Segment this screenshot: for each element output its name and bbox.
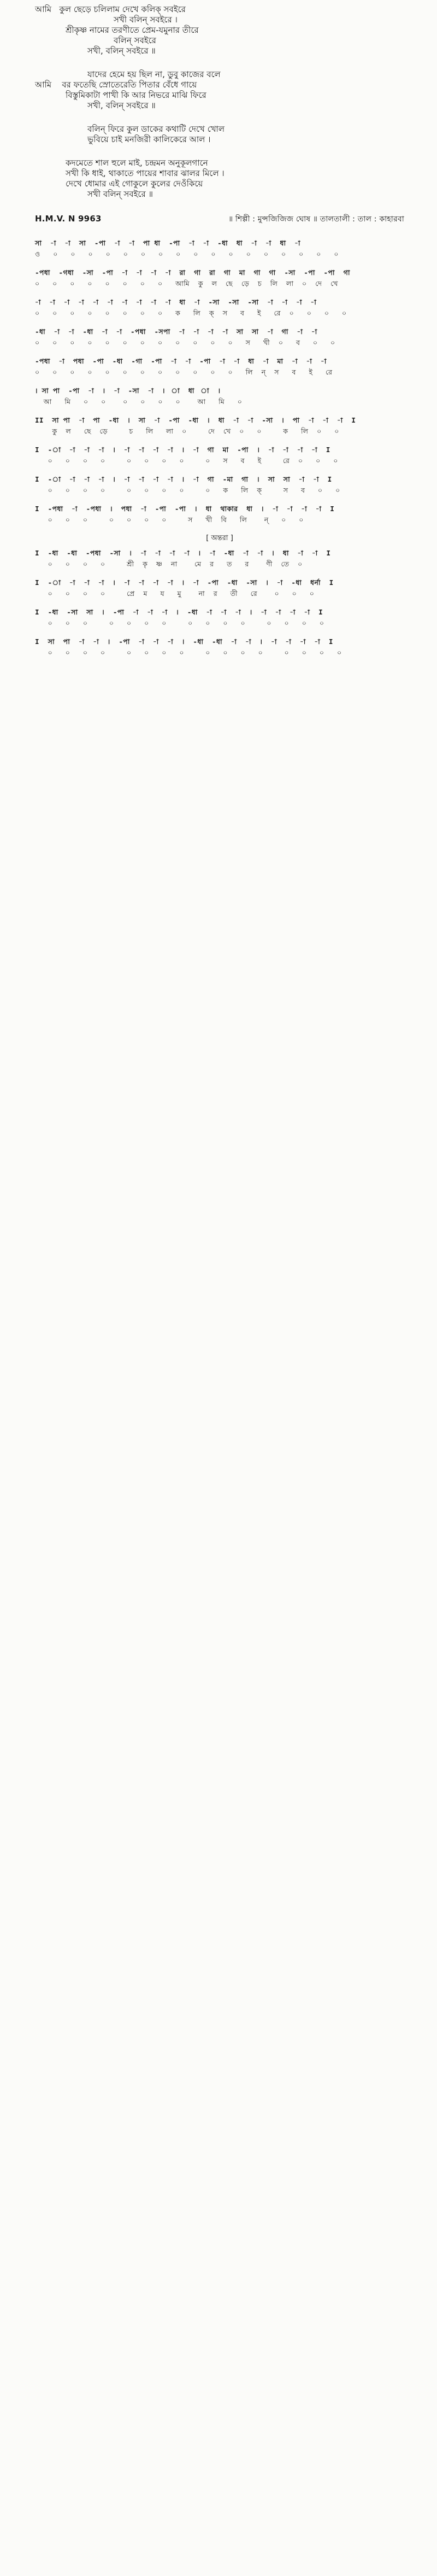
lyric-line: আমি বর ফতেছি স্রোতেরেতি পিতার বেঁধে গায়ে bbox=[35, 80, 197, 90]
notation-row bbox=[35, 356, 404, 378]
swar-line: I -া -া -া -া । -া -া -া -া । -া -পা -ধা -সা । -া -ধা ধর্না I bbox=[35, 578, 334, 587]
swar-line: I -ধা -ধা -পধা -সা । -া -া -া -া । -া -ধা -া -া । ধা -া -া I bbox=[35, 549, 331, 557]
bol-line: ০ ০ ০ ০ ০ ০ ০ ০ ০ স ব ই রে ০ ০ ০ bbox=[35, 456, 338, 465]
bol-line: ০ ০ ০ ০ ০ ০ ০ স খী বি লি ন্ ০ ০ bbox=[35, 516, 304, 524]
lyric-line: কদমেতে শাল হুলে মাই, চন্দ্রমন অনুকূলগানে bbox=[66, 158, 208, 168]
bol-line: আ মি ০ ০ ০ ০ ০ ০ আ মি ০ bbox=[35, 397, 243, 406]
notation-row bbox=[35, 238, 404, 260]
lyric-line: আমি কুল ছেড়ে চলিলাম দেখে কলিক্ সবইরে bbox=[35, 4, 186, 14]
bol-line: ০ ০ ০ ০ প্রে ম য মু না র তী রে ০ ০ ০ bbox=[35, 589, 315, 598]
bol-line: ও ০ ০ ০ ০ ০ ০ ০ ০ ০ ০ ০ ০ ০ ০ ০ ০ ০ bbox=[35, 250, 339, 258]
swar-line: -ধা -া -া -ধা -া -া -পধা -সপা -া -া -া -া সা সা -া গা -া -া bbox=[35, 327, 317, 336]
swar-line: -পধা -গধা -সা -পা -া -া -া -া রা গা রা গা মা গা গা -সা -পা -পা গা bbox=[35, 268, 350, 277]
swar-line: সা -া -া সা -পা -া -া পা ধা -পা -া -া -ধা ধা -া -া ধা -া bbox=[35, 239, 300, 247]
lyric-line: দেখে ধোমার এই গোকুলে কুলের দেওঁকিয়ে bbox=[66, 179, 203, 189]
notation-row bbox=[35, 636, 404, 658]
swar-line: I -ধা -সা সা । -পা -া -া -া । -ধা -া -া -া । -া -া -া -া I bbox=[35, 608, 323, 616]
swar-line: I -পধা -া -পধা । পধা -া -পা -পা । ধা থাকার ধা । -া -া -া -া I bbox=[35, 505, 335, 513]
lyric-line: যাদের হেমে হয় ছিল না, ডুবু কাজের বলে bbox=[87, 69, 221, 79]
swar-line: -া -া -া -া -া -া -া -া -া -া ধা -া -সা -সা -সা -া -া -া -া bbox=[35, 298, 317, 306]
swar-line: । সা পা -পা -া । -া -সা -া । া ধা া । bbox=[35, 387, 221, 395]
bol-line: ০ ০ ০ ০ ০ ০ ০ ০ আমি কু ল ছে ড়ে চ লি লা ০ দে খে bbox=[35, 279, 338, 288]
notation-row bbox=[35, 548, 404, 570]
lyric-line: বিস্তুমিকাটা পাখী কি আর নিভরে মাঝি ফিরে bbox=[66, 90, 206, 100]
notation-row bbox=[35, 444, 404, 466]
section-tag-antara: [ অন্তরা ] bbox=[206, 534, 233, 542]
bol-line: ০ ০ ০ ০ ০ ০ ০ ০ ০ ০ ০ ০ লি ন্ স ব ই রে bbox=[35, 368, 333, 376]
notation-row bbox=[35, 385, 404, 407]
notation-row bbox=[35, 267, 404, 289]
lyrics-block bbox=[35, 4, 404, 200]
lyrics-stanza-2 bbox=[35, 69, 404, 111]
bol-line: ০ ০ ০ ০ শ্রী কৃ ষ্ণ না মে র ত র ণী তে ০ bbox=[35, 560, 303, 568]
lyrics-stanza-3 bbox=[35, 124, 404, 145]
notation-row bbox=[35, 326, 404, 348]
bol-line: ০ ০ ০ ০ ০ ০ ০ ০ ০ ক লি ক্ স ব ০ ০ bbox=[35, 486, 340, 494]
lyric-line: ভুবিয়ে চাই মনজিরী কালিকেরে আল । bbox=[87, 134, 211, 144]
swar-line: I -া -া -া -া । -া -া -া -া । -া গা -মা গা । সা সা -া -া I bbox=[35, 475, 332, 483]
swar-line: I -া -া -া -া । -া -া -া -া । -া গা মা -পা । -া -া -া -া I bbox=[35, 446, 330, 454]
bol-line: ০ ০ ০ ০ ০ ০ ০ ০ ০ ০ ০ ০ ০ ০ ০ bbox=[35, 619, 324, 627]
lyric-line: সখী কি ধাই, থাকাতে পায়ের শাবার ঝালর মিলে । bbox=[66, 168, 225, 178]
notation-row bbox=[35, 607, 404, 629]
bol-line: ০ ০ ০ ০ ০ ০ ০ ০ ০ ০ ০ ০ ০ ০ ০ ০ bbox=[35, 648, 342, 657]
lyric-line: সখী বলিন্ সবইরে । bbox=[114, 15, 178, 25]
lyric-line: বলিন্ সবইরে bbox=[114, 36, 156, 45]
bol-line: কু ল ছে ড়ে চ লি লা ০ দে খে ০ ০ ক লি ০ ০ bbox=[35, 427, 339, 435]
notation-block bbox=[35, 238, 404, 658]
notation-row bbox=[35, 415, 404, 437]
lyric-line: বলিন্ ফিরে কুল ডাকের কথাটি দেখে খোল bbox=[87, 124, 225, 134]
bol-line: ০ ০ ০ ০ ০ ০ ০ ০ ক লি ক্ স ব ই রে ০ ০ ০ ০ bbox=[35, 309, 347, 317]
swar-line: I সা পা -া -া । -পা -া -া -া । -ধা -ধা -া -া । -া -া -া -া I bbox=[35, 637, 333, 646]
notation-row bbox=[35, 504, 404, 525]
artist-tala-line: ॥ শিল্পী : মুন্সজিজিজ ঘোষ ॥ তালতালী : তাল : কাহারবা bbox=[228, 215, 404, 224]
notation-row bbox=[35, 474, 404, 496]
disc-number: H.M.V. N 9963 bbox=[35, 214, 102, 224]
lyric-line: সখী বলিন্ সবইরে ॥ bbox=[87, 189, 153, 199]
lyrics-stanza-1 bbox=[35, 4, 404, 56]
lyric-line: সখী, বলিন্ সবইরে ॥ bbox=[87, 46, 156, 56]
lyric-line: সখী, বলিন্ সবইরে ॥ bbox=[87, 101, 156, 110]
swar-line: II সা পা -া পা -ধা । সা -া -পা -ধা । ধা -া -া -সা । পা -া -া -া I bbox=[35, 416, 356, 424]
notation-row bbox=[35, 297, 404, 319]
bol-line: ০ ০ ০ ০ ০ ০ ০ ০ ০ ০ ০ ০ স খী ০ ব ০ ০ bbox=[35, 338, 335, 347]
record-header bbox=[35, 213, 404, 226]
swar-line: -পধা -া পধা -পা -ধা -গা -পা -া -া -পা -া -া ধা -া মা -া -া -া bbox=[35, 357, 327, 365]
lyric-line: শ্রীকৃষ্ণ নামের তরণীতে প্রেম-যমুনার তীরে bbox=[66, 25, 199, 35]
notation-row bbox=[35, 577, 404, 599]
lyrics-stanza-4 bbox=[35, 158, 404, 200]
